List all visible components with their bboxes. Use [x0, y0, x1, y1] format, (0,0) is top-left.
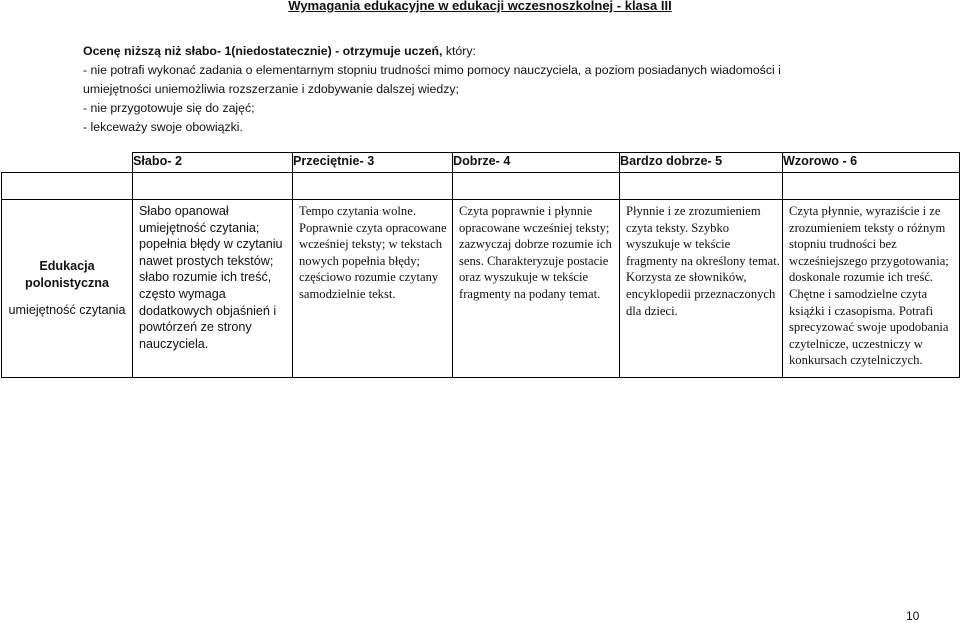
subject-name: Edukacja polonistyczna [25, 258, 109, 290]
header-grade-2: Słabo- 2 [133, 153, 293, 173]
grade-3-description: Tempo czytania wolne. Poprawnie czyta opracowane wcześniej teksty; w tekstach nowych popełnia błędy; częściowo rozumie czytany samodzielnie tekst. [293, 200, 453, 378]
table-row [2, 200, 960, 378]
page-number: 10 [906, 609, 920, 623]
spacer-cell [783, 173, 960, 200]
grade-5-description: Płynnie i ze zrozumieniem czyta teksty. Szybko wyszukuje w tekście fragmenty na określony temat. Korzysta ze słowników, encyklopedii przeznaczonych dla dzieci. [620, 200, 783, 378]
spacer-cell [2, 173, 133, 200]
table-header-row [2, 153, 960, 173]
grade-2-description: Słabo opanował umiejętność czytania; popełnia błędy w czytaniu nawet prostych tekstów; słabo rozumie ich treść, często wymaga dodatkowych objaśnień i powtórzeń ze strony nauczyciela. [133, 200, 293, 378]
page-title: Wymagania edukacyjne w edukacji wczesnoszkolnej - klasa III [288, 0, 672, 13]
subject-cell [2, 200, 133, 378]
spacer-cell [620, 173, 783, 200]
grades-table [1, 152, 960, 378]
grade-4-description: Czyta poprawnie i płynnie opracowane wcześniej teksty; zazwyczaj dobrze rozumie ich sens. Charakteryzuje postacie oraz wyszukuje w tekście fragmenty na podany temat. [453, 200, 620, 378]
header-blank [2, 153, 133, 173]
spacer-cell [293, 173, 453, 200]
intro-line: - lekceważy swoje obowiązki. [83, 120, 243, 134]
intro-section [83, 42, 943, 137]
intro-lead-bold: Ocenę niższą niż słabo- 1(niedostatecznie) - otrzymuje uczeń, [83, 44, 443, 58]
spacer-cell [133, 173, 293, 200]
header-grade-6: Wzorowo - 6 [783, 153, 960, 173]
subject-skill: umiejętność czytania [8, 302, 126, 317]
intro-line: - nie przygotowuje się do zajęć; [83, 101, 255, 115]
intro-lead [83, 42, 943, 61]
spacer-cell [453, 173, 620, 200]
header-grade-5: Bardzo dobrze- 5 [620, 153, 783, 173]
header-grade-4: Dobrze- 4 [453, 153, 620, 173]
intro-line: umiejętności uniemożliwia rozszerzanie i zdobywanie dalszej wiedzy; [83, 82, 459, 96]
header-grade-3: Przeciętnie- 3 [293, 153, 453, 173]
grade-6-description: Czyta płynnie, wyraziście i ze zrozumieniem teksty o różnym stopniu trudności bez wcześniejszego przygotowania; doskonale rozumie ich treść. Chętne i samodzielne czyta książki i czasopisma. Potrafi sprecyzować swoje upodobania czytelnicze, uczestniczy w konkursach czytelniczych. [783, 200, 960, 378]
intro-lead-rest: który: [442, 44, 476, 58]
intro-line: - nie potrafi wykonać zadania o elementarnym stopniu trudności mimo pomocy nauczyciela, a poziom posiadanych wiadomości i [83, 63, 781, 77]
table-spacer-row [2, 173, 960, 200]
